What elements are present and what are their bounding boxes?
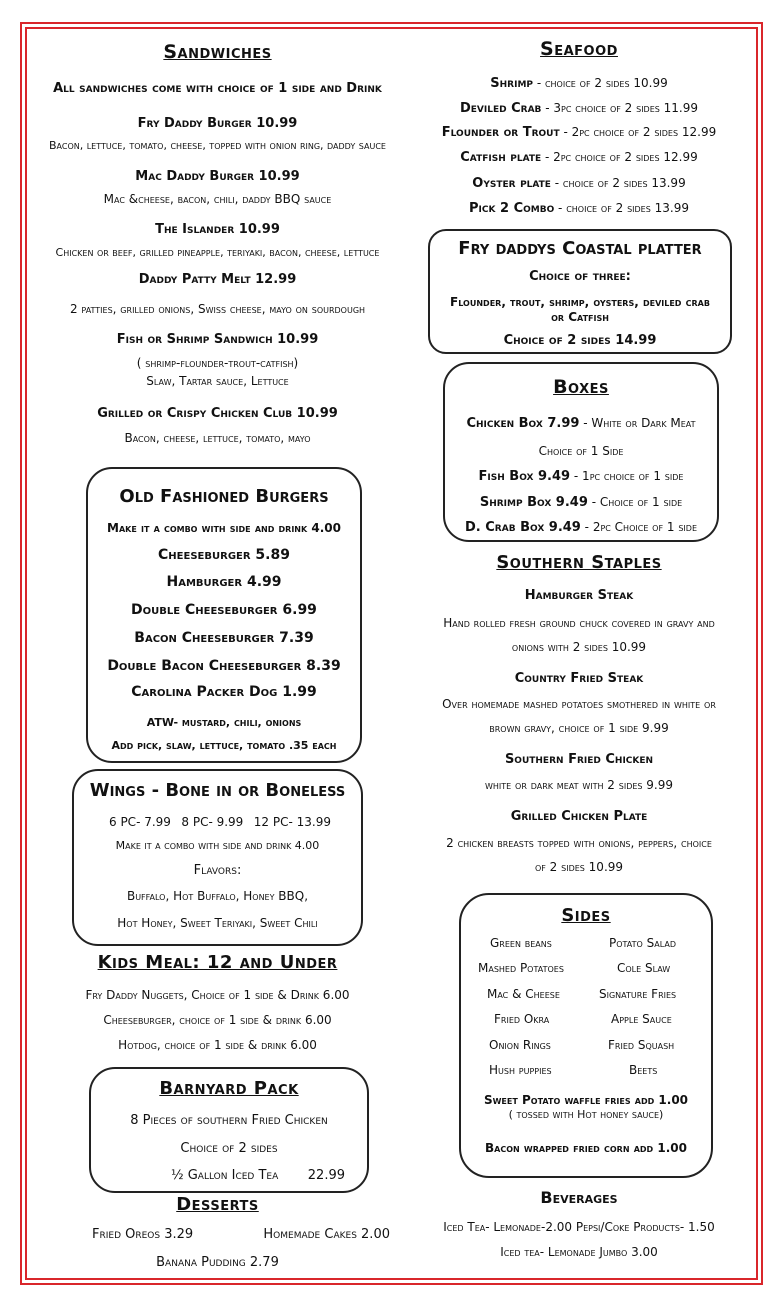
boxes-item-name: Shrimp Box 9.49: [479, 495, 588, 510]
side-item: Fried Squash: [608, 1038, 675, 1052]
staple-desc: onions with 2 sides 10.99: [511, 640, 647, 654]
staple-name: Southern Fried Chicken: [504, 752, 654, 767]
sandwich-desc: ( shrimp-flounder-trout-catfish): [136, 356, 299, 370]
barnyard-line: 8 Pieces of southern Fried Chicken: [130, 1113, 328, 1128]
seafood-title: Seafood: [540, 38, 618, 60]
side-item: Potato Salad: [609, 936, 677, 950]
barnyard-line: Choice of 2 sides: [180, 1141, 278, 1156]
sandwich-desc: Slaw, Tartar sauce, Lettuce: [146, 374, 289, 388]
dessert-item: Homemade Cakes 2.00: [263, 1227, 390, 1242]
side-item: Cole Slaw: [617, 961, 671, 975]
wings-combo: Make it a combo with side and drink 4.00: [115, 839, 320, 852]
sides-corn: Bacon wrapped fried corn add 1.00: [485, 1141, 687, 1155]
side-item: Mac & Cheese: [487, 987, 560, 1001]
boxes-item-detail: - White or Dark Meat: [579, 416, 696, 430]
seafood-item-name: Catfish plate: [460, 150, 542, 165]
seafood-item-detail: - 2pc choice of 2 sides 12.99: [559, 125, 717, 139]
sandwich-name: Fish or Shrimp Sandwich 10.99: [116, 332, 319, 347]
platter-choice: Choice of three:: [529, 269, 631, 284]
staple-desc: brown gravy, choice of 1 side 9.99: [489, 721, 669, 735]
sandwich-name: Mac Daddy Burger 10.99: [135, 169, 300, 184]
side-item: Beets: [629, 1063, 658, 1077]
sandwich-name: Grilled or Crispy Chicken Club 10.99: [97, 406, 338, 421]
beverages-line: Iced Tea- Lemonade-2.00 Pepsi/Coke Products- 1.50: [443, 1220, 715, 1234]
side-item: Green beans: [490, 936, 552, 950]
seafood-item-detail: - 3pc choice of 2 sides 11.99: [541, 101, 699, 115]
seafood-item-detail: - 2pc choice of 2 sides 12.99: [541, 150, 698, 164]
staple-desc: Hand rolled fresh ground chuck covered in gravy and: [443, 616, 715, 630]
sandwiches-title: Sandwiches: [163, 41, 272, 63]
beverages-section: [410, 0, 748, 1309]
seafood-item-name: Flounder or Trout: [441, 125, 560, 140]
dessert-item: Fried Oreos 3.29: [92, 1227, 194, 1242]
sandwich-desc: Bacon, cheese, lettuce, tomato, mayo: [124, 431, 311, 445]
wings-title: Wings - Bone in or Boneless: [89, 780, 346, 801]
side-item: Apple Sauce: [611, 1012, 672, 1026]
boxes-item-name: Fish Box 9.49: [478, 469, 571, 484]
desserts-section: [30, 0, 405, 1309]
side-item: Onion Rings: [489, 1038, 551, 1052]
seafood-item-name: Shrimp: [490, 76, 533, 91]
beverages-title: Beverages: [540, 1188, 618, 1207]
boxes-item-name: Chicken Box 7.99: [466, 416, 580, 431]
boxes-item-detail: - 2pc Choice of 1 side: [580, 520, 697, 534]
kids-item: Hotdog, choice of 1 side & drink 6.00: [118, 1038, 317, 1052]
beverages-line: Iced tea- Lemonade Jumbo 3.00: [500, 1245, 658, 1259]
sandwich-desc: Mac &cheese, bacon, chili, daddy BBQ sauce: [103, 192, 332, 206]
wings-flavors: Buffalo, Hot Buffalo, Honey BBQ,: [126, 889, 309, 903]
barnyard-line: ½ Gallon Iced Tea: [171, 1168, 279, 1183]
seafood-item-name: Pick 2 Combo: [469, 201, 555, 216]
barnyard-price: 22.99: [307, 1168, 345, 1183]
barnyard-title: Barnyard Pack: [159, 1078, 299, 1099]
staple-name: Grilled Chicken Plate: [510, 809, 648, 824]
sandwich-name: Daddy Patty Melt 12.99: [138, 272, 297, 287]
burgers-add: Add pick, slaw, lettuce, tomato .35 each: [111, 739, 337, 752]
boxes-item-detail: Choice of 1 Side: [538, 444, 624, 458]
burger-item: Bacon Cheeseburger 7.39: [134, 630, 314, 646]
desserts-row: [92, 1227, 390, 1242]
wings-flavors-label: Flavors:: [193, 863, 242, 878]
staple-desc: Over homemade mashed potatoes smothered in white or: [442, 697, 716, 711]
seafood-item-name: Oyster plate: [472, 176, 551, 191]
platter-sides: Choice of 2 sides 14.99: [503, 333, 657, 348]
burger-item: Double Cheeseburger 6.99: [131, 602, 317, 618]
seafood-item-name: Deviled Crab: [459, 101, 542, 116]
kids-item: Fry Daddy Nuggets, Choice of 1 side & Drink 6.00: [85, 988, 350, 1002]
sides-title: Sides: [561, 905, 611, 926]
boxes-item-name: D. Crab Box 9.49: [465, 520, 581, 535]
boxes-title: Boxes: [553, 376, 609, 398]
burger-item: Hamburger 4.99: [166, 574, 282, 590]
platter-options: Flounder, trout, shrimp, oysters, deviled crab: [450, 295, 710, 309]
staple-desc: of 2 sides 10.99: [534, 860, 624, 874]
platter-title: Fry daddys Coastal platter: [458, 238, 702, 259]
wings-price: 6 PC- 7.99: [109, 815, 171, 829]
staples-title: Southern Staples: [496, 552, 662, 573]
sides-waffle-note: ( tossed with Hot honey sauce): [508, 1108, 664, 1121]
dessert-item: Banana Pudding 2.79: [156, 1255, 279, 1270]
sandwich-desc: Chicken or beef, grilled pineapple, teriyaki, bacon, cheese, lettuce: [55, 246, 380, 259]
sandwiches-note: All sandwiches come with choice of 1 side and Drink: [53, 81, 382, 96]
wings-price: 12 PC- 13.99: [253, 815, 331, 829]
burger-item: Cheeseburger 5.89: [158, 547, 290, 563]
staple-desc: 2 chicken breasts topped with onions, peppers, choice: [446, 836, 712, 850]
side-item: Fried Okra: [494, 1012, 550, 1026]
sandwich-desc: 2 patties, grilled onions, Swiss cheese, mayo on sourdough: [69, 302, 366, 316]
sides-waffle: Sweet Potato waffle fries add 1.00: [483, 1093, 689, 1107]
platter-options: or Catfish: [551, 310, 609, 324]
burgers-combo: Make it a combo with side and drink 4.00: [107, 521, 341, 535]
burger-item: Double Bacon Cheeseburger 8.39: [107, 658, 341, 674]
staple-name: Hamburger Steak: [524, 588, 634, 603]
wings-price: 8 PC- 9.99: [181, 815, 244, 829]
seafood-item-detail: - choice of 2 sides 13.99: [554, 201, 689, 215]
side-item: Mashed Potatoes: [478, 961, 564, 975]
burgers-title: Old Fashioned Burgers: [119, 486, 329, 507]
seafood-item-detail: - choice of 2 sides 13.99: [550, 176, 686, 190]
sandwich-name: Fry Daddy Burger 10.99: [137, 116, 298, 131]
side-item: Signature Fries: [599, 987, 677, 1001]
burger-item: Carolina Packer Dog 1.99: [131, 684, 317, 700]
staple-desc: white or dark meat with 2 sides 9.99: [484, 778, 674, 792]
side-item: Hush puppies: [489, 1063, 552, 1077]
kids-item: Cheeseburger, choice of 1 side & drink 6.00: [103, 1013, 332, 1027]
burgers-atw: ATW- mustard, chili, onions: [146, 716, 302, 729]
boxes-item-detail: - 1pc choice of 1 side: [570, 469, 684, 483]
boxes-item-detail: - Choice of 1 side: [587, 495, 683, 509]
sandwich-desc: Bacon, lettuce, tomato, cheese, topped with onion ring, daddy sauce: [48, 139, 386, 152]
desserts-title: Desserts: [176, 1194, 259, 1215]
kids-title: Kids Meal: 12 and Under: [97, 952, 338, 973]
seafood-item-detail: - choice of 2 sides 10.99: [533, 76, 668, 90]
sandwich-name: The Islander 10.99: [155, 222, 280, 237]
staple-name: Country Fried Steak: [514, 671, 644, 686]
wings-flavors: Hot Honey, Sweet Teriyaki, Sweet Chili: [117, 916, 318, 930]
